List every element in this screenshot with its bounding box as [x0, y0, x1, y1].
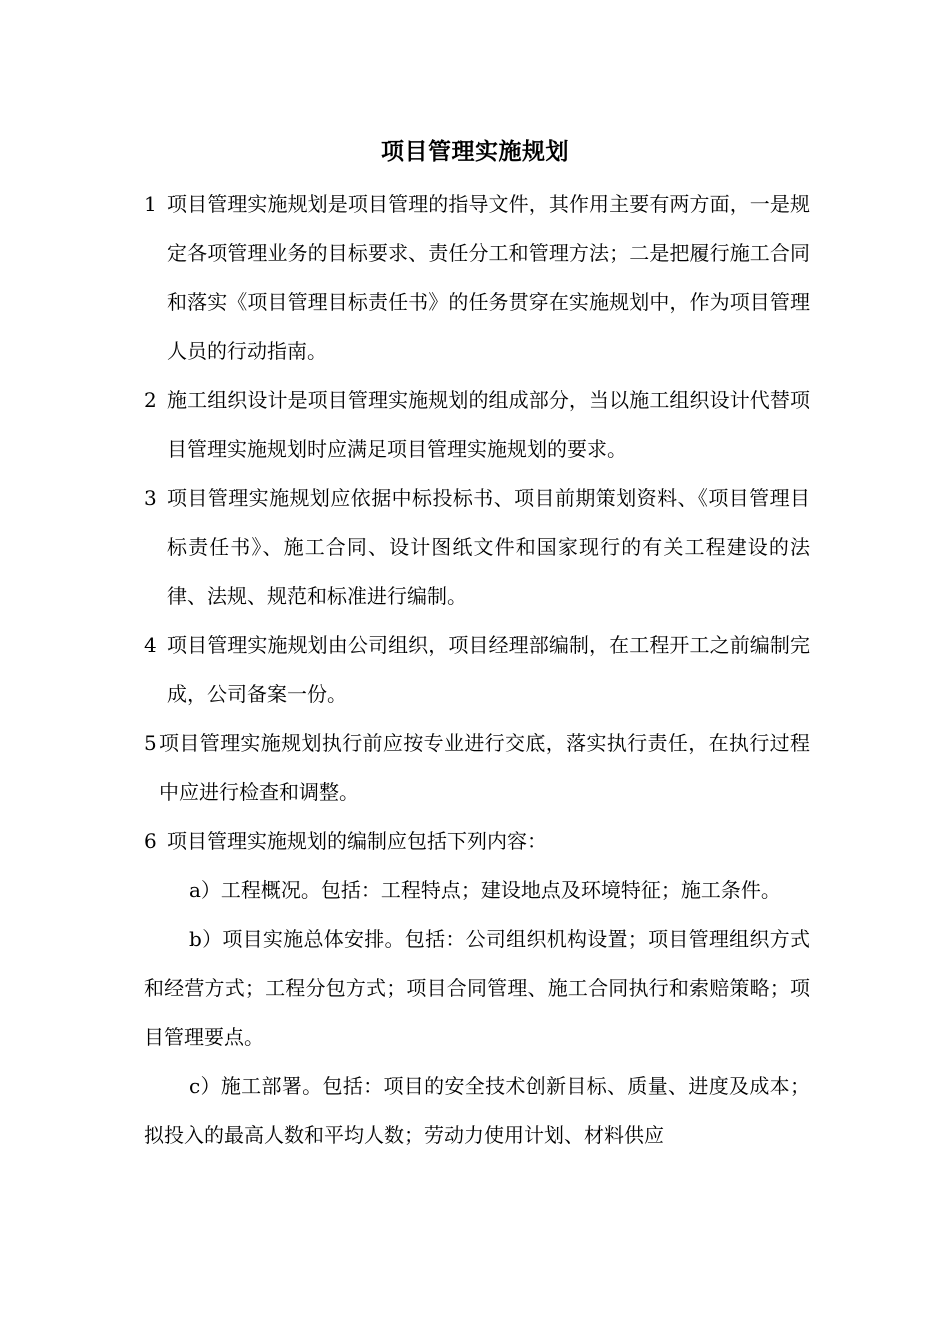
- list-item: [144, 180, 810, 376]
- item-text: 项目管理实施规划执行前应按专业进行交底，落实执行责任，在执行过程中应进行检查和调整。: [159, 731, 810, 804]
- item-text: 项目管理实施规划是项目管理的指导文件，其作用主要有两方面，一是规定各项管理业务的目标要求、责任分工和管理方法；二是把履行施工合同和落实《项目管理目标责任书》的任务贯穿在实施规划中，作为项目管理人员的行动指南。: [167, 192, 810, 363]
- item-number: 2: [144, 388, 157, 412]
- list-item: [144, 817, 810, 866]
- item-text: 项目管理实施规划应依据中标投标书、项目前期策划资料、《项目管理目标责任书》、施工合同、设计图纸文件和国家现行的有关工程建设的法律、法规、规范和标准进行编制。: [167, 486, 810, 608]
- list-item: [144, 621, 810, 719]
- document-title: 项目管理实施规划: [381, 138, 569, 165]
- list-item: [144, 719, 810, 817]
- item-text: 项目管理实施规划的编制应包括下列内容：: [167, 829, 547, 853]
- list-item: [144, 474, 810, 621]
- item-number: 6: [144, 829, 157, 853]
- item-number: 3: [144, 486, 157, 510]
- list-item: [144, 376, 810, 474]
- item-text: 项目管理实施规划由公司组织，项目经理部编制，在工程开工之前编制完成，公司备案一份。: [167, 633, 810, 706]
- item-number: 4: [144, 633, 157, 657]
- item-text: 施工组织设计是项目管理实施规划的组成部分，当以施工组织设计代替项目管理实施规划时应满足项目管理实施规划的要求。: [167, 388, 810, 461]
- item-number: 5: [144, 731, 157, 755]
- subitem-paragraph: c）施工部署。包括：项目的安全技术创新目标、质量、进度及成本；拟投入的最高人数和平均人数；劳动力使用计划、材料供应: [144, 1074, 810, 1147]
- subitem-paragraph: b）项目实施总体安排。包括：公司组织机构设置；项目管理组织方式和经营方式；工程分包方式；项目合同管理、施工合同执行和索赔策略；项目管理要点。: [144, 927, 810, 1049]
- document-body: [144, 180, 810, 1160]
- subitem-paragraph: a）工程概况。包括：工程特点；建设地点及环境特征；施工条件。: [189, 878, 781, 902]
- item-number: 1: [144, 192, 157, 216]
